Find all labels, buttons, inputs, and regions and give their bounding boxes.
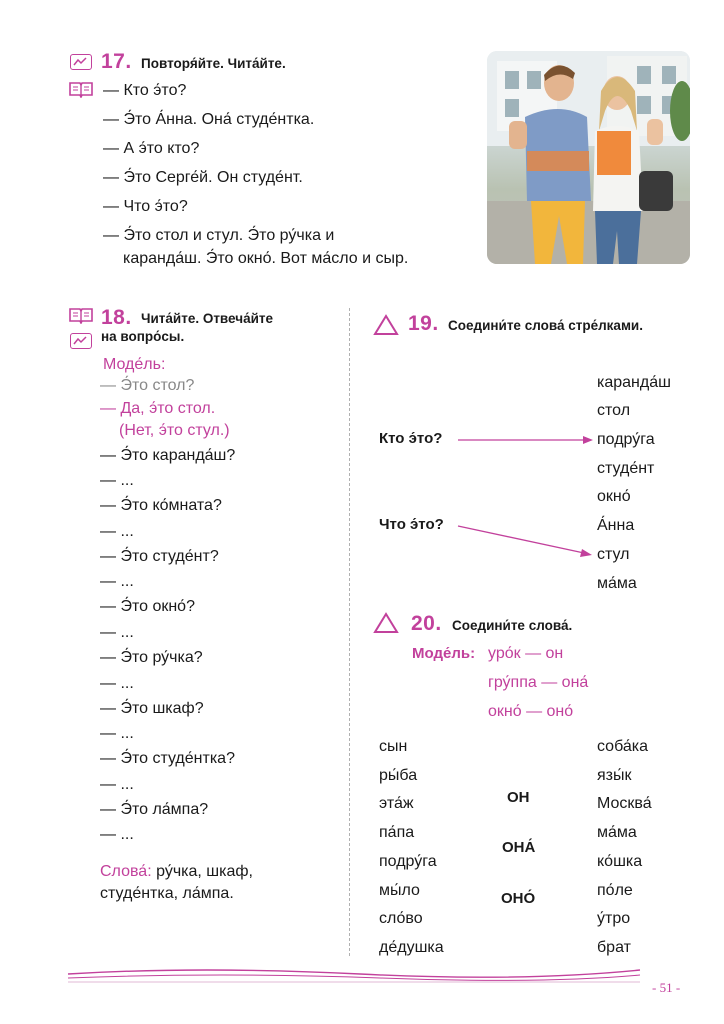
ex20-left-5: подру́га (379, 853, 437, 870)
ex19-arrowhead-2 (580, 549, 592, 557)
exercise-17-number: 17. (101, 50, 132, 73)
ex18-line-2: — ... (100, 472, 134, 489)
ex17-line-1: — Кто э́то? (103, 82, 187, 99)
ex18-line-7: — Э́то окно́? (100, 598, 195, 615)
ex18-line-14: — ... (100, 776, 134, 793)
gender-he: ОН (507, 789, 530, 806)
ex17-line-2: — Э́то А́нна. Она́ студе́нтка. (103, 111, 315, 128)
ex18-line-16: — ... (100, 826, 134, 843)
ex19-arrow-2 (458, 526, 584, 553)
ex18-line-4: — ... (100, 523, 134, 540)
ex18-line-5: — Э́то студе́нт? (100, 548, 219, 565)
ex19-right-7: стул (597, 546, 630, 563)
triangle-icon-ex20 (373, 612, 399, 639)
ex18-model-answer: — Да, э́то стол. (100, 400, 216, 417)
ex17-line-3: — А э́то кто? (103, 140, 200, 157)
exercise-20-number: 20. (411, 612, 442, 635)
ex20-right-4: ма́ма (597, 824, 637, 841)
page-number: - 51 - (652, 980, 681, 995)
exercise-17-instruction: Повторя́йте. Чита́йте. (141, 56, 286, 71)
ex19-right-2: стол (597, 402, 631, 419)
ex18-line-6: — ... (100, 573, 134, 590)
ex18-line-1: — Э́то каранда́ш? (100, 447, 236, 464)
ex20-right-1: соба́ка (597, 738, 649, 755)
ex20-left-4: па́па (379, 824, 415, 841)
ex20-example-1: уро́к — он (488, 645, 564, 662)
ex17-line-6: — Э́то стол и стул. Э́то ру́чка и (103, 227, 335, 244)
ex19-left-1: Кто э́то? (379, 430, 443, 447)
exercise-18-number: 18. (101, 306, 132, 329)
ex20-example-2: гру́ппа — она́ (488, 674, 589, 691)
ex18-line-8: — ... (100, 624, 134, 641)
ex18-model-question: — Э́то стол? (100, 377, 195, 394)
ex18-words-label: Слова́: (100, 863, 152, 880)
ex18-line-9: — Э́то ру́чка? (100, 649, 203, 666)
ex18-line-15: — Э́то ла́мпа? (100, 801, 209, 818)
ex19-arrowhead-1 (583, 436, 593, 444)
gender-it: ОНО́ (501, 890, 536, 907)
ex18-line-10: — ... (100, 675, 134, 692)
ex17-line-4: — Э́то Серге́й. Он студе́нт. (103, 169, 303, 186)
ex20-example-3: окно́ — оно́ (488, 703, 574, 720)
ex20-left-2: ры́ба (379, 767, 418, 784)
ex18-model-label: Моде́ль: (103, 356, 166, 373)
ex18-words-line1: ру́чка, шкаф, (156, 863, 253, 880)
ex17-line-5: — Что э́то? (103, 198, 188, 215)
exercise-18-instruction-2: на вопро́сы. (101, 329, 185, 344)
gender-she: ОНА́ (502, 839, 536, 856)
ex20-left-6: мы́ло (379, 882, 420, 899)
exercise-20-instruction: Соедини́те слова́. (452, 618, 573, 633)
ex20-right-6: по́ле (597, 882, 633, 899)
ex18-line-12: — ... (100, 725, 134, 742)
ex20-right-2: язы́к (597, 767, 632, 784)
ex19-right-6: А́нна (597, 517, 635, 534)
exercise-18-instruction-1: Чита́йте. Отвеча́йте (141, 311, 273, 326)
exercise-19-number: 19. (408, 312, 439, 335)
exercise-19-instruction: Соедини́те слова́ стре́лками. (448, 318, 643, 333)
ex18-line-3: — Э́то ко́мната? (100, 497, 222, 514)
ex18-line-11: — Э́то шкаф? (100, 700, 204, 717)
ex20-right-7: у́тро (597, 910, 631, 927)
ex20-left-1: сын (379, 738, 408, 755)
ex20-model-label: Моде́ль: (412, 645, 476, 662)
ex20-left-8: де́душка (379, 939, 444, 956)
ex19-right-5: окно́ (597, 488, 631, 505)
ex19-right-4: студе́нт (597, 460, 655, 477)
footer-wave (0, 962, 724, 992)
ex19-left-2: Что э́то? (379, 516, 444, 533)
ex20-left-3: эта́ж (379, 795, 414, 812)
ex18-line-13: — Э́то студе́нтка? (100, 750, 235, 767)
ex19-right-1: каранда́ш (597, 374, 671, 391)
ex20-right-3: Москва́ (597, 795, 652, 812)
ex17-line-7: каранда́ш. Э́то окно́. Вот ма́сло и сыр. (123, 250, 409, 267)
ex18-model-alt: (Нет, э́то стул.) (119, 422, 230, 439)
ex20-right-8: брат (597, 939, 631, 956)
ex19-right-3: подру́га (597, 431, 655, 448)
ex18-words-line2: студе́нтка, ла́мпа. (100, 885, 234, 902)
ex19-right-8: ма́ма (597, 575, 637, 592)
ex20-left-7: сло́во (379, 910, 423, 927)
ex20-right-5: ко́шка (597, 853, 643, 870)
